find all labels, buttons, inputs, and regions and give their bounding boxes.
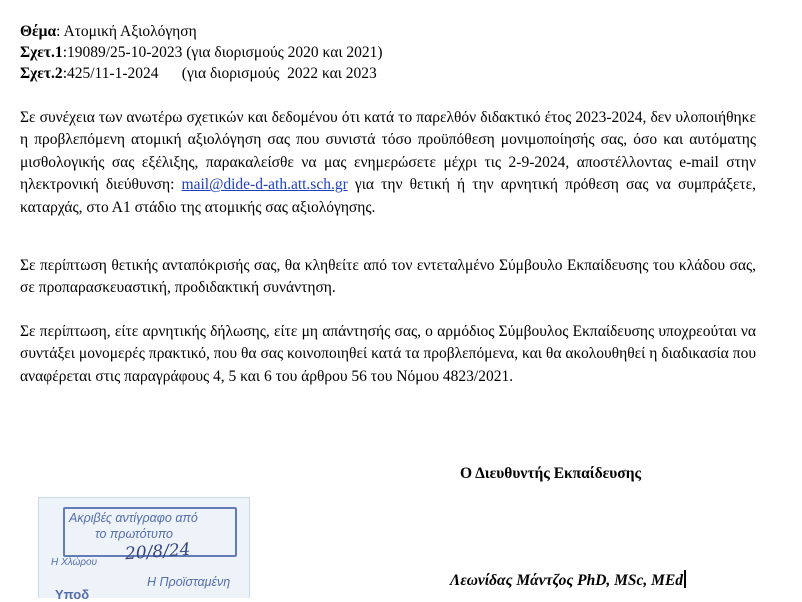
stamp-line-4: Η Προϊσταμένη — [147, 575, 231, 589]
stamp-line-1: Ακριβές αντίγραφο από — [69, 511, 198, 525]
reference-2-text: :425/11-1-2024 (για διορισμούς 2022 και 2023 — [62, 65, 377, 82]
stamp-line-2: το πρωτότυπο — [95, 527, 173, 541]
paragraph-1-text-continued: για την θετική ή την αρνητική πρόθεση σας να συμπράξετε, καταρχάς, στο Α1 στάδιο της ατομικής σας αξιολόγησης. — [20, 176, 757, 216]
signatory-name-text: Λεωνίδας Μάντζος PhD, MSc, MEd — [450, 572, 684, 589]
subject-line — [20, 22, 197, 42]
text-cursor — [684, 570, 686, 588]
paragraph-2: Σε περίπτωση θετικής ανταπόκρισής σας, θα κληθείτε από τον εντεταλμένο Σύμβουλο Εκπαίδευσης του κλάδου σας, σε προπαρασκευαστική, προδιδακτική συνάντηση. — [20, 257, 756, 297]
reference-1-text: :19089/25-10-2023 (για διορισμούς 2020 και 2021) — [62, 44, 383, 61]
reference-1-line — [20, 43, 383, 63]
stamp-handwritten-date: 20/8/24 — [124, 539, 192, 565]
subject-text: : Ατομική Αξιολόγηση — [56, 23, 197, 40]
signatory-name — [450, 570, 686, 590]
paragraph-1-text: Σε συνέχεια των ανωτέρω σχετικών και δεδομένου ότι κατά το παρελθόν διδακτικό έτος 2023-2024, δεν υλοποιήθηκε η προβλεπόμενη ατομική αξιολόγηση σας που συνιστά τόσο προϋπόθεση μονιμοποίησής σας, όσο και αυτόματης μισθολογικής σας εξέλιξης, παρακαλείσθε να μας ενημερώσετε μέχρι τις 2-9-2024, αποστέλλοντας e-mail στην ηλεκτρονική διεύθυνση: — [20, 109, 756, 194]
stamp-line-5: Υποδ — [55, 587, 90, 602]
reference-2-line — [20, 64, 377, 84]
paragraph-1 — [20, 107, 756, 219]
stamp-line-3: Η Χλώρου — [51, 557, 98, 568]
email-link[interactable]: mail@dide-d-ath.att.sch.gr — [181, 176, 348, 194]
reference-1-label: Σχετ.1 — [20, 44, 63, 61]
certification-stamp — [38, 497, 250, 602]
reference-2-label: Σχετ.2 — [20, 65, 63, 82]
signature-title: Ο Διευθυντής Εκπαίδευσης — [460, 465, 642, 482]
paragraph-3: Σε περίπτωση, είτε αρνητικής δήλωσης, είτε μη απάντησής σας, ο αρμόδιος Σύμβουλος Εκπαίδευσης υποχρεούται να συντάξει μονομερές πρακτικό, που θα σας κοινοποιηθεί κατά τα προβλεπόμενα, και θα ακολουθηθεί η διαδικασία που αναφέρεται στις παραγράφους 4, 5 και 6 του άρθρου 56 του Νόμου 4823/2021. — [20, 323, 756, 385]
subject-label: Θέμα — [20, 23, 57, 40]
